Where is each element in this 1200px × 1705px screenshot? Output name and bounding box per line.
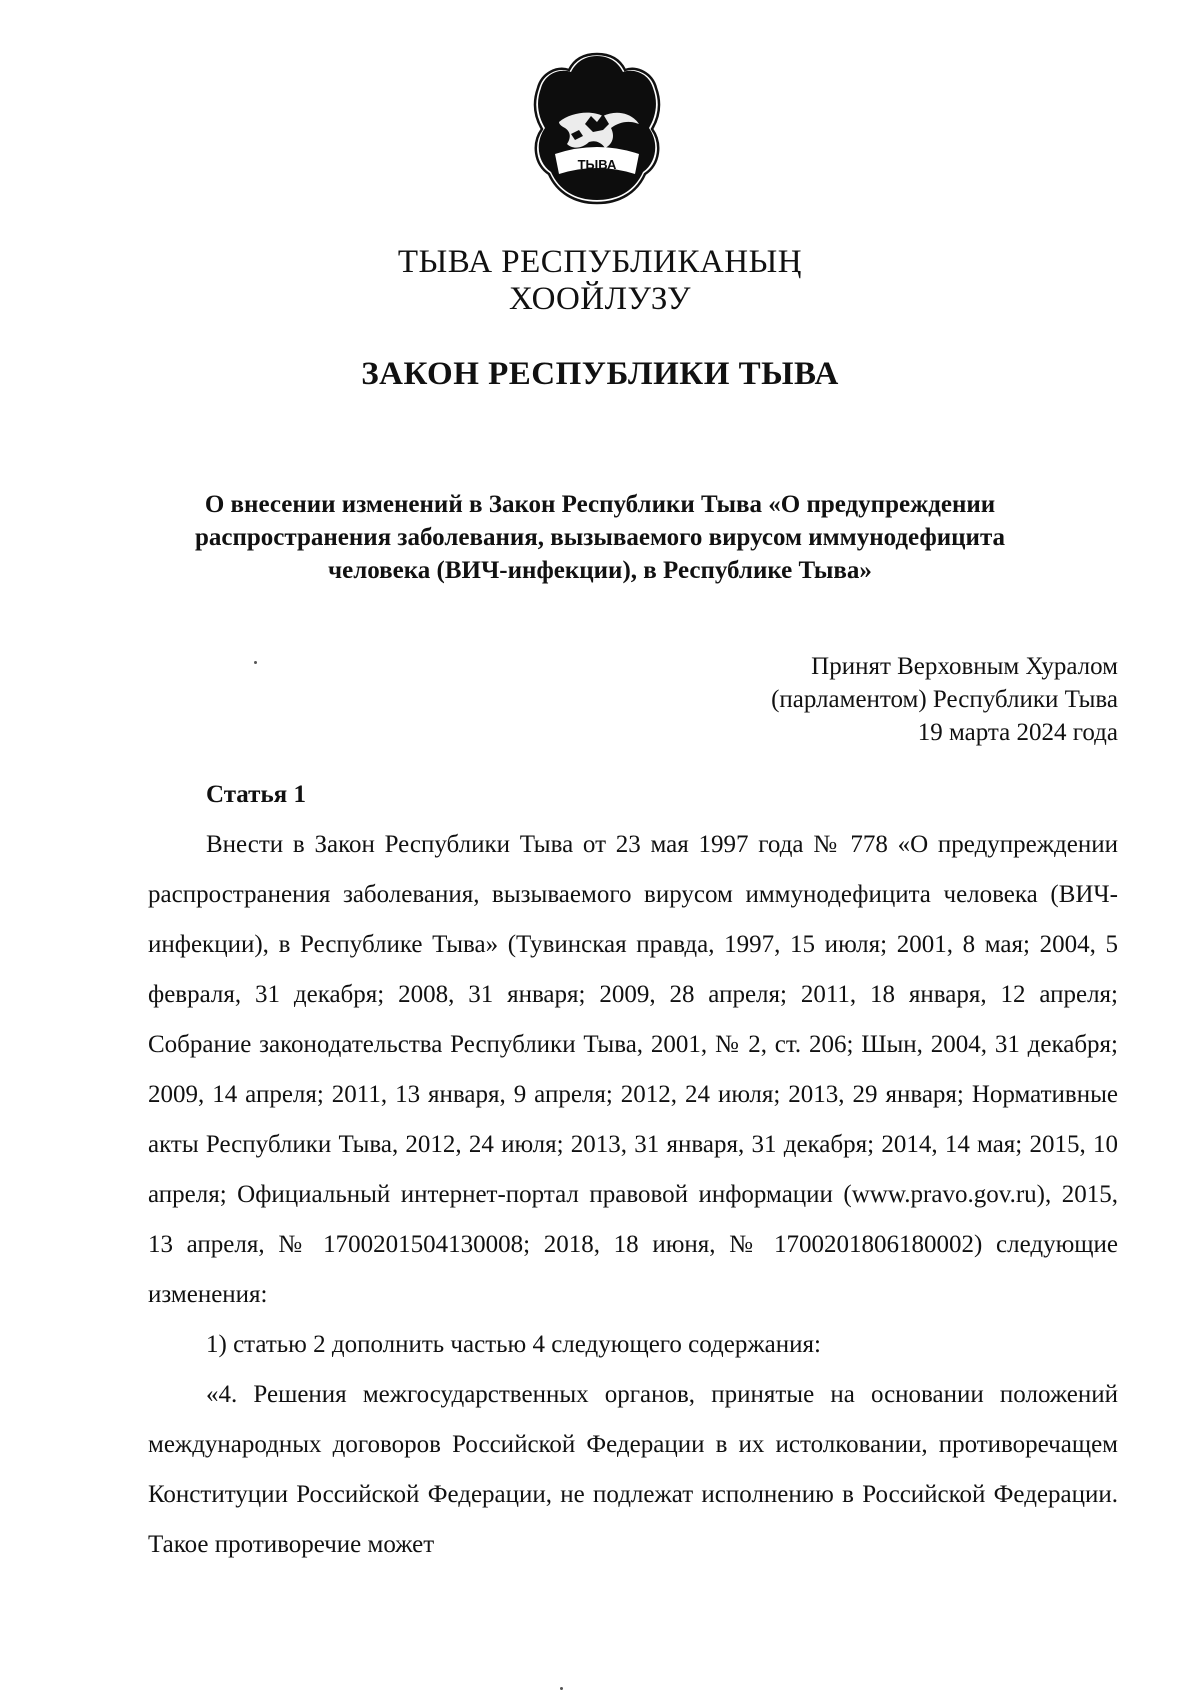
- tuvan-title-line2: ХООЙЛУЗУ: [508, 281, 692, 317]
- article-body: [148, 820, 1118, 1570]
- law-heading: [120, 488, 1080, 587]
- tuvan-title: [0, 244, 1200, 318]
- law-heading-line1: О внесении изменений в Закон Республики Тыва «О предупреждении: [204, 491, 996, 518]
- adoption-line1: Принят Верховным Хуралом: [811, 653, 1118, 680]
- law-heading-line3: человека (ВИЧ-инфекции), в Республике Тыва»: [328, 557, 872, 584]
- emblem-inscription: ТЫВА: [577, 157, 617, 172]
- law-heading-line2: распространения заболевания, вызываемого вирусом иммунодефицита: [194, 524, 1006, 551]
- tuva-coat-of-arms-icon: [531, 50, 663, 206]
- adoption-date: 19 марта 2024 года: [917, 719, 1118, 746]
- tuvan-title-line1: ТЫВА РЕСПУБЛИКАНЫҢ: [397, 244, 803, 280]
- adoption-note: [771, 650, 1118, 749]
- article-paragraph: 1) статью 2 дополнить частью 4 следующего содержания:: [206, 1331, 821, 1358]
- article-title: Статья 1: [206, 781, 306, 808]
- article-paragraph: Внести в Закон Республики Тыва от 23 мая 1997 года № 778 «О предупреждении распространения заболевания, вызываемого вирусом иммунодефицита человека (ВИЧ-инфекции), в Республике Тыва» (Тувинская правда, 1997, 15 июля; 2001, 8 мая; 2004, 5 февраля, 31 декабря; 2008, 31 января; 2009, 28 апреля; 2011, 18 января, 12 апреля; Собрание законодательства Республики Тыва, 2001, № 2, ст. 206; Шын, 2004, 31 декабря; 2009, 14 апреля; 2011, 13 января, 9 апреля; 2012, 24 июля; 2013, 29 января; Нормативные акты Республики Тыва, 2012, 24 июля; 2013, 31 января, 31 декабря; 2014, 14 мая; 2015, 10 апреля; Официальный интернет-портал правовой информации (www.pravo.gov.ru), 2015, 13 апреля, № 1700201504130008; 2018, 18 июня, № 1700201806180002) следующие изменения:: [148, 831, 1118, 1308]
- scan-speck: [254, 661, 257, 664]
- adoption-line2: (парламентом) Республики Тыва: [771, 686, 1118, 713]
- scan-speck: [560, 1687, 563, 1690]
- russian-title: ЗАКОН РЕСПУБЛИКИ ТЫВА: [361, 356, 839, 392]
- article-paragraph: «4. Решения межгосударственных органов, принятые на основании положений международных договоров Российской Федерации в их истолковании, противоречащем Конституции Российской Федерации, не подлежат исполнению в Российской Федерации. Такое противоречие может: [148, 1381, 1118, 1558]
